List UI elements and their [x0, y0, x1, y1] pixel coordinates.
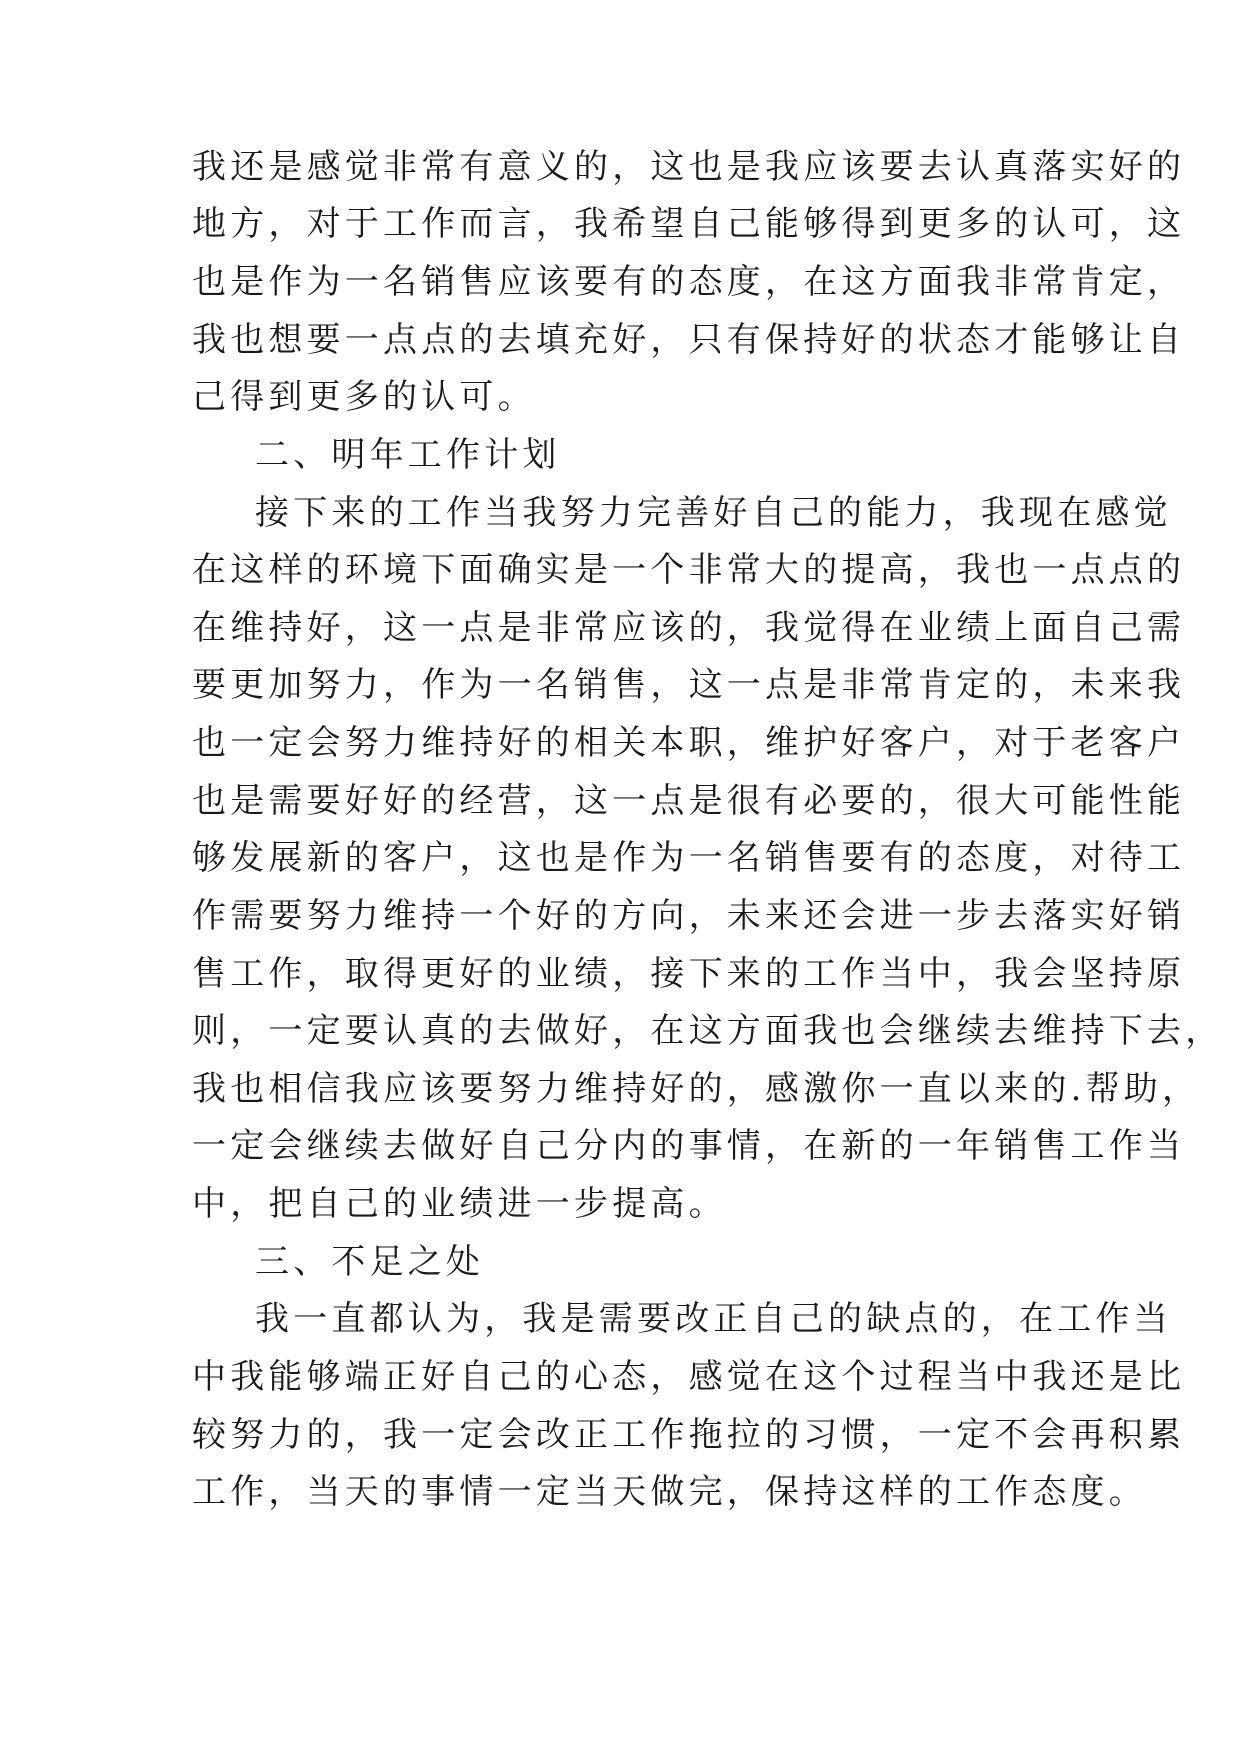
text-line: 也是作为一名销售应该要有的态度，在这方面我非常肯定， [192, 262, 1186, 302]
section-heading: 二、明年工作计划 [255, 435, 561, 475]
text-line: 中，把自己的业绩进一步提高。 [192, 1184, 727, 1224]
text-line: 一定会继续去做好自己分内的事情，在新的一年销售工作当 [192, 1126, 1186, 1166]
text-line: 够发展新的客户，这也是作为一名销售要有的态度，对待工 [192, 838, 1186, 878]
text-line: 我也想要一点点的去填充好，只有保持好的状态才能够让自 [192, 320, 1186, 360]
text-line: 我也相信我应该要努力维持好的，感激你一直以来的.帮助， [192, 1069, 1201, 1109]
text-line: 要更加努力，作为一名销售，这一点是非常肯定的，未来我 [192, 665, 1186, 705]
text-line: 中我能够端正好自己的心态，感觉在这个过程当中我还是比 [192, 1357, 1186, 1397]
text-line: 售工作，取得更好的业绩，接下来的工作当中，我会坚持原 [192, 954, 1186, 994]
text-line: 在这样的环境下面确实是一个非常大的提高，我也一点点的 [192, 550, 1186, 590]
text-line: 也一定会努力维持好的相关本职，维护好客户，对于老客户 [192, 723, 1186, 763]
text-line: 我一直都认为，我是需要改正自己的缺点的，在工作当 [255, 1299, 1172, 1339]
text-line: 在维持好，这一点是非常应该的，我觉得在业绩上面自己需 [192, 608, 1186, 648]
text-line: 地方，对于工作而言，我希望自己能够得到更多的认可，这 [192, 204, 1186, 244]
text-line: 较努力的，我一定会改正工作拖拉的习惯，一定不会再积累 [192, 1415, 1186, 1455]
text-line: 工作，当天的事情一定当天做完，保持这样的工作态度。 [192, 1472, 1147, 1512]
text-line: 作需要努力维持一个好的方向，未来还会进一步去落实好销 [192, 896, 1186, 936]
text-line: 我还是感觉非常有意义的，这也是我应该要去认真落实好的 [192, 147, 1186, 187]
text-line: 接下来的工作当我努力完善好自己的能力，我现在感觉 [255, 493, 1172, 533]
section-heading: 三、不足之处 [255, 1242, 485, 1282]
text-line: 则，一定要认真的去做好，在这方面我也会继续去维持下去， [192, 1011, 1224, 1051]
text-line: 也是需要好好的经营，这一点是很有必要的，很大可能性能 [192, 781, 1186, 821]
text-line: 己得到更多的认可。 [192, 377, 536, 417]
